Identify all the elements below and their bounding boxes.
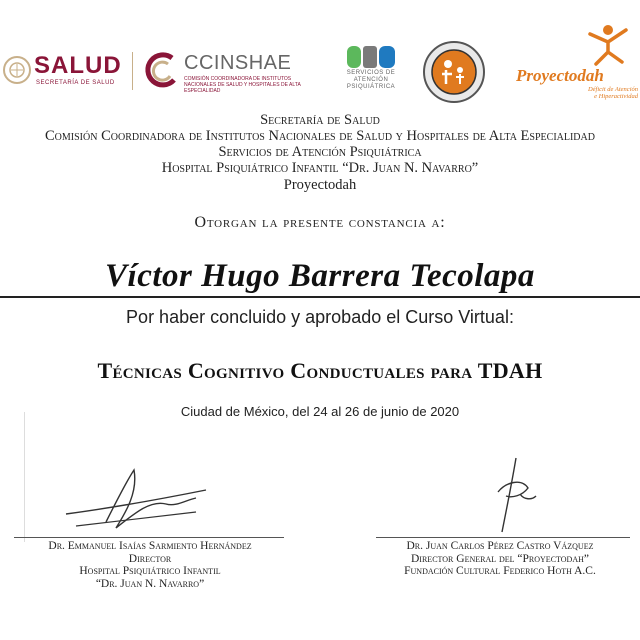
left-signatory-name: Dr. Emmanuel Isaías Sarmiento Hernández [48, 540, 252, 552]
ccinshae-logo-subtext: COMISIÓN COORDINADORA DE INSTITUTOS NACIONALES DE SALUD Y HOSPITALES DE ALTA ESPECIALIDAD [184, 76, 301, 94]
right-signatory-org-1: Fundación Cultural Federico Hoth A.C. [404, 565, 596, 577]
ccinshae-swirl-icon [144, 50, 180, 90]
right-signature [476, 452, 556, 538]
recipient-name: Víctor Hugo Barrera Tecolapa [105, 258, 535, 294]
right-signature-line [376, 537, 630, 538]
mexico-seal-icon [2, 52, 32, 88]
salud-logo [0, 50, 130, 92]
header-line-hospital: Hospital Psiquiátrico Infantil “Dr. Juan N. Navarro” [161, 160, 479, 176]
left-signature-scribble [56, 452, 226, 538]
sap-logo-sub-2: ATENCIÓN [353, 77, 389, 83]
salud-logo-text: SALUD [34, 52, 122, 79]
left-signature [56, 452, 226, 538]
place-and-date: Ciudad de México, del 24 al 26 de junio de 2020 [180, 404, 460, 419]
header-line-servicios: Servicios de Atención Psiquiátrica [218, 144, 422, 160]
header-line-comision: Comisión Coordinadora de Institutos Nacionales de Salud y Hospitales de Alta Especialidad [45, 128, 595, 144]
ccinshae-logo [144, 50, 304, 94]
hospital-seal-icon [422, 40, 486, 104]
left-signature-line [14, 537, 284, 538]
salud-logo-subtext: SECRETARÍA DE SALUD [36, 80, 115, 86]
left-signatory-title: Director [128, 552, 172, 565]
faint-divider [24, 412, 25, 542]
hospital-seal-logo [422, 40, 486, 104]
proyectodah-logo-subtext [542, 86, 638, 100]
header-line-secretaria: Secretaría de Salud [260, 112, 380, 128]
right-signatory-title: Director General del “Proyectodah” [411, 552, 589, 565]
proyectodah-sub-2: e Hiperactividad [594, 93, 638, 100]
completion-statement: Por haber concluido y aprobado el Curso Virtual: [126, 307, 514, 327]
left-signatory [0, 540, 300, 590]
header-line-proyectodah: Proyectodah [283, 177, 357, 193]
proyectodah-sub-1: Déficit de Atención [587, 86, 638, 93]
left-signatory-org-2: “Dr. Juan N. Navarro” [95, 577, 205, 590]
recipient-underline [0, 296, 640, 298]
sap-logo [336, 44, 406, 100]
course-title: Técnicas Cognitivo Conductuales para TDAH [97, 358, 543, 383]
right-signatory [360, 540, 640, 578]
right-signatory-name: Dr. Juan Carlos Pérez Castro Vázquez [406, 540, 594, 552]
left-signatory-org-1: Hospital Psiquiátrico Infantil [79, 565, 221, 577]
right-signature-scribble [476, 452, 556, 538]
sap-logo-icon [345, 44, 397, 70]
proyectodah-logo-text: Proyectodah [516, 66, 604, 85]
sap-logo-sub-1: SERVICIOS DE [346, 70, 396, 76]
ccinshae-logo-text: CCINSHAE [184, 52, 292, 74]
proyectodah-logo [508, 22, 640, 102]
sap-logo-sub-3: PSIQUIÁTRICA [346, 84, 396, 90]
grant-statement: Otorgan la presente constancia a: [194, 214, 446, 231]
jumping-figure-icon [584, 22, 634, 66]
logo-divider [132, 52, 133, 90]
